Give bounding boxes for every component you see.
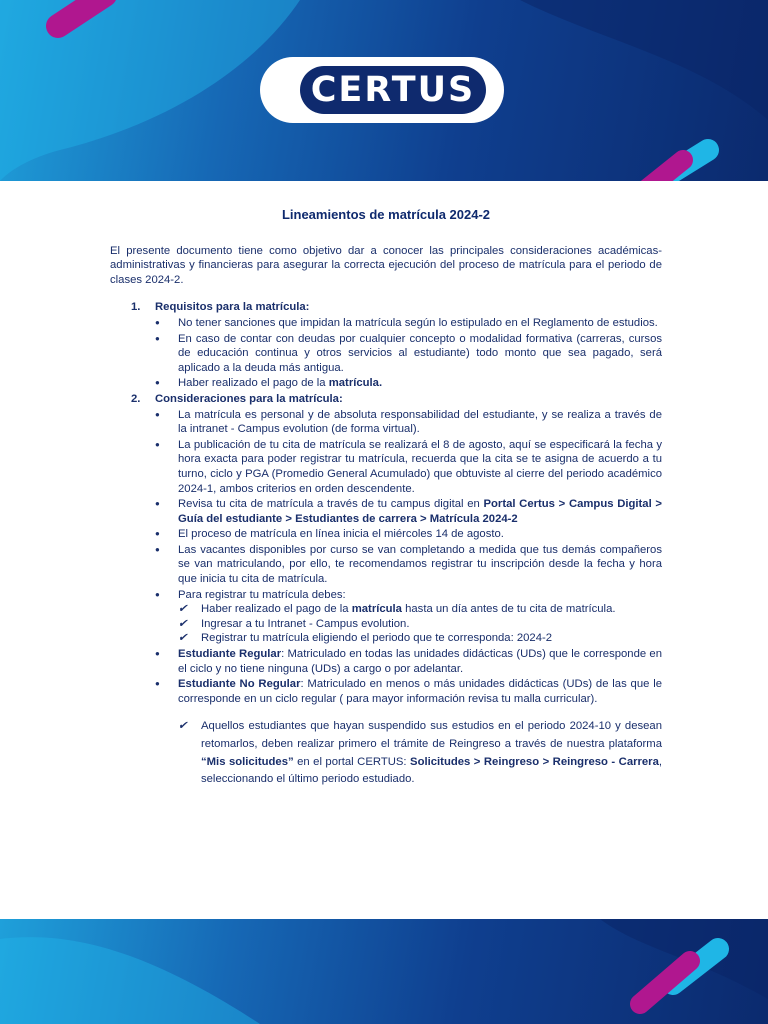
check-icon: ✔: [178, 603, 188, 616]
checklist: [178, 602, 662, 646]
section-title: Requisitos para la matrícula:: [155, 301, 310, 314]
document-title: Lineamientos de matrícula 2024-2: [281, 207, 491, 222]
check-item: ✔ Registrar tu matrícula eligiendo el periodo que te corresponda: 2024-2: [178, 632, 553, 645]
footer-banner: [0, 919, 768, 1024]
reingreso-note: ✔ Aquellos estudiantes que hayan suspendido sus estudios en el periodo 2024-10 y desean retomarlos, deben realizar primero el trámite de Reingreso a través de nuestra plataforma “Mis solicitudes” en el portal CERTUS: Solicitudes > Reingreso > Reingreso - Carrera, seleccionando el último periodo estudiado.: [178, 720, 662, 786]
check-icon: ✔: [178, 720, 188, 733]
section-title: Consideraciones para la matrícula:: [155, 392, 343, 405]
section-number: 1.: [131, 301, 141, 314]
check-icon: ✔: [178, 632, 188, 645]
list-item: ● El proceso de matrícula en línea inicia el miércoles 14 de agosto.: [110, 527, 662, 542]
list-item: ● Haber realizado el pago de la matrícula.: [110, 376, 662, 391]
check-icon: ✔: [178, 617, 188, 630]
certus-logo: CERTUS: [300, 66, 486, 114]
list-item: ● La matrícula es personal y de absoluta responsabilidad del estudiante, y se realiza a través de la intranet - Campus evolution (de forma virtual).: [110, 408, 662, 437]
list-item: ● La publicación de tu cita de matrícula se realizará el 8 de agosto, aquí se especificará la fecha y hora exacta para poder registrar tu matrícula, recuerda que la cita se te asigna de acuerdo a tu turno, ciclo y PGA (Promedio General Acumulado) que obtuviste al cierre del periodo académico 2024-1, ambos criterios en orden descendente.: [110, 438, 662, 496]
list-item: ● Revisa tu cita de matrícula a través de tu campus digital en Portal Certus > Campus Digital > Guía del estudiante > Estudiantes de carrera > Matrícula 2024-2: [110, 497, 662, 526]
document-body: [110, 208, 662, 789]
section-list: [110, 300, 662, 788]
footer-decoration: [0, 919, 768, 1024]
section-consideraciones: [110, 392, 662, 789]
list-item: ● En caso de contar con deudas por cualquier concepto o modalidad formativa (carreras, cursos de educación continua y otros servicios al estudiante) todo monto que sea pagado, será aplicado a la deuda más antigua.: [110, 332, 662, 376]
section-requisitos: [110, 300, 662, 391]
list-item: ● Estudiante Regular: Matriculado en todas las unidades didácticas (UDs) que le corresponde en el ciclo y no tiene ninguna (UDs) a cargo o por adelantar.: [110, 647, 662, 676]
intro-paragraph: El presente documento tiene como objetivo dar a conocer las principales consideraciones académicas-administrativas y financieras para asegurar la correcta ejecución del proceso de matrícula para el periodo de clases 2024-2.: [110, 244, 662, 286]
list-item: ● Estudiante No Regular: Matriculado en menos o más unidades didácticas (UDs) de las que le corresponde en un ciclo regular ( para mayor información revisa tu malla curricular).: [110, 677, 662, 706]
section-number: 2.: [131, 392, 141, 405]
check-item: ✔ Haber realizado el pago de la matrícula hasta un día antes de tu cita de matrícula.: [178, 603, 616, 616]
check-item: ✔ Ingresar a tu Intranet - Campus evolution.: [178, 617, 410, 630]
list-item: ● Las vacantes disponibles por curso se van completando a medida que tus demás compañeros se van matriculando, por ello, te recomendamos registrar tu inscripción desde la fecha y hora que inicia tu cita de matrícula.: [110, 543, 662, 587]
list-item: ● No tener sanciones que impidan la matrícula según lo estipulado en el Reglamento de estudios.: [110, 316, 662, 331]
list-item: ● Para registrar tu matrícula debes: ✔ Haber realizado el pago de la matrícula hasta un día antes de tu cita de matrícula. ✔ Ingresar a tu Intranet - Campus evolution. ✔ Registrar tu matrícula eligiendo el periodo que te corresponda: 2024-2: [110, 588, 662, 646]
